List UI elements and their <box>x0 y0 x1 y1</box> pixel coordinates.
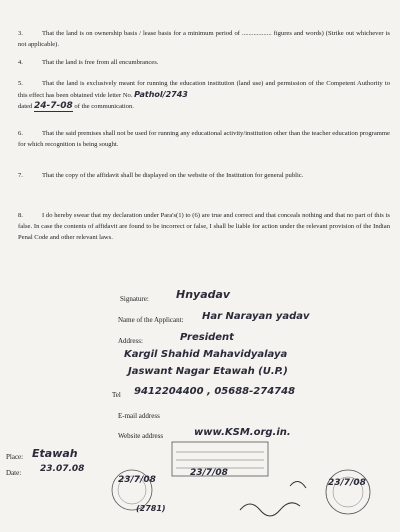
paragraph-number: 8. <box>18 212 23 219</box>
address-line-2: Kargil Shahid Mahavidyalaya <box>124 349 288 360</box>
applicant-name-row <box>118 315 184 325</box>
paragraph-8 <box>18 210 390 243</box>
address-label: Address: <box>118 337 143 345</box>
paragraph-text: That the land is exclusively meant for running the education institution (land use) and permission of the Competent Authority to this effect has been obtained vide letter No. <box>18 80 390 99</box>
website-label: Website address <box>118 432 164 440</box>
paragraph-number: 4. <box>18 59 23 66</box>
paragraph-4 <box>18 57 390 68</box>
paragraph-7 <box>18 170 390 181</box>
signature-row <box>120 294 149 304</box>
address-line-3: Jaswant Nagar Etawah (U.P.) <box>128 366 288 377</box>
letter-date-handwritten: 24-7-08 <box>33 101 73 111</box>
date-row <box>6 468 21 478</box>
paragraph-text: dated <box>18 103 33 110</box>
paragraph-5 <box>18 78 390 112</box>
paragraph-text: That the copy of the affidavit shall be displayed on the website of the Institution for general public. <box>42 172 304 179</box>
stamp-number: (2781) <box>136 504 166 513</box>
stamp-date-left: 23/7/08 <box>118 475 156 485</box>
paragraph-3 <box>18 28 390 50</box>
date-handwritten: 23.07.08 <box>40 464 85 474</box>
website-handwritten: www.KSM.org.in. <box>194 427 291 438</box>
paragraph-number: 3. <box>18 30 23 37</box>
email-label: E-mail address <box>118 412 160 420</box>
stamp-date-middle: 23/7/08 <box>190 468 228 478</box>
tel-label: Tel <box>112 391 121 399</box>
paragraph-number: 5. <box>18 80 23 87</box>
date-label: Date: <box>6 469 22 477</box>
address-line-1: President <box>180 332 234 343</box>
signature-handwritten: Hnyadav <box>176 288 231 301</box>
signature-label: Signature: <box>120 295 149 303</box>
paragraph-text: That the land is on ownership basis / lease basis for a minimum period of .................. figures and words) (Strike out whichever is not applicable). <box>18 30 390 48</box>
letter-number-handwritten: Pathol/2743 <box>134 90 188 99</box>
tel-row <box>112 390 121 400</box>
place-row <box>6 452 23 462</box>
round-seal-right <box>326 470 370 514</box>
paragraph-6 <box>18 128 390 150</box>
paragraph-text: That the said premises shall not be used for running any educational activity/institution other than the teacher education programme for which recognition is being sought. <box>18 130 390 148</box>
applicant-name-handwritten: Har Narayan yadav <box>202 311 310 322</box>
notary-signature-scribble <box>240 503 300 516</box>
paragraph-number: 6. <box>18 130 23 137</box>
paragraph-text: That the land is free from all encumbrances. <box>42 59 159 66</box>
paragraph-text: of the communication. <box>74 103 134 110</box>
address-row <box>118 336 143 346</box>
place-handwritten: Etawah <box>32 447 78 460</box>
applicant-name-label: Name of the Applicant: <box>118 316 184 324</box>
tel-handwritten: 9412204400 , 05688-274748 <box>134 386 296 397</box>
place-label: Place: <box>6 453 24 461</box>
stamp-date-right: 23/7/08 <box>328 478 366 488</box>
email-row <box>118 411 160 421</box>
paragraph-number: 7. <box>18 172 23 179</box>
paragraph-text: I do hereby swear that my declaration under Para's(1) to (6) are true and correct and that conceals nothing and that no part of this is false. In case the contents of affidavit are found to be incorrect or false, I shall be liable for action under the relevant provision of the Indian Penal Code and other relevant laws. <box>18 212 390 241</box>
